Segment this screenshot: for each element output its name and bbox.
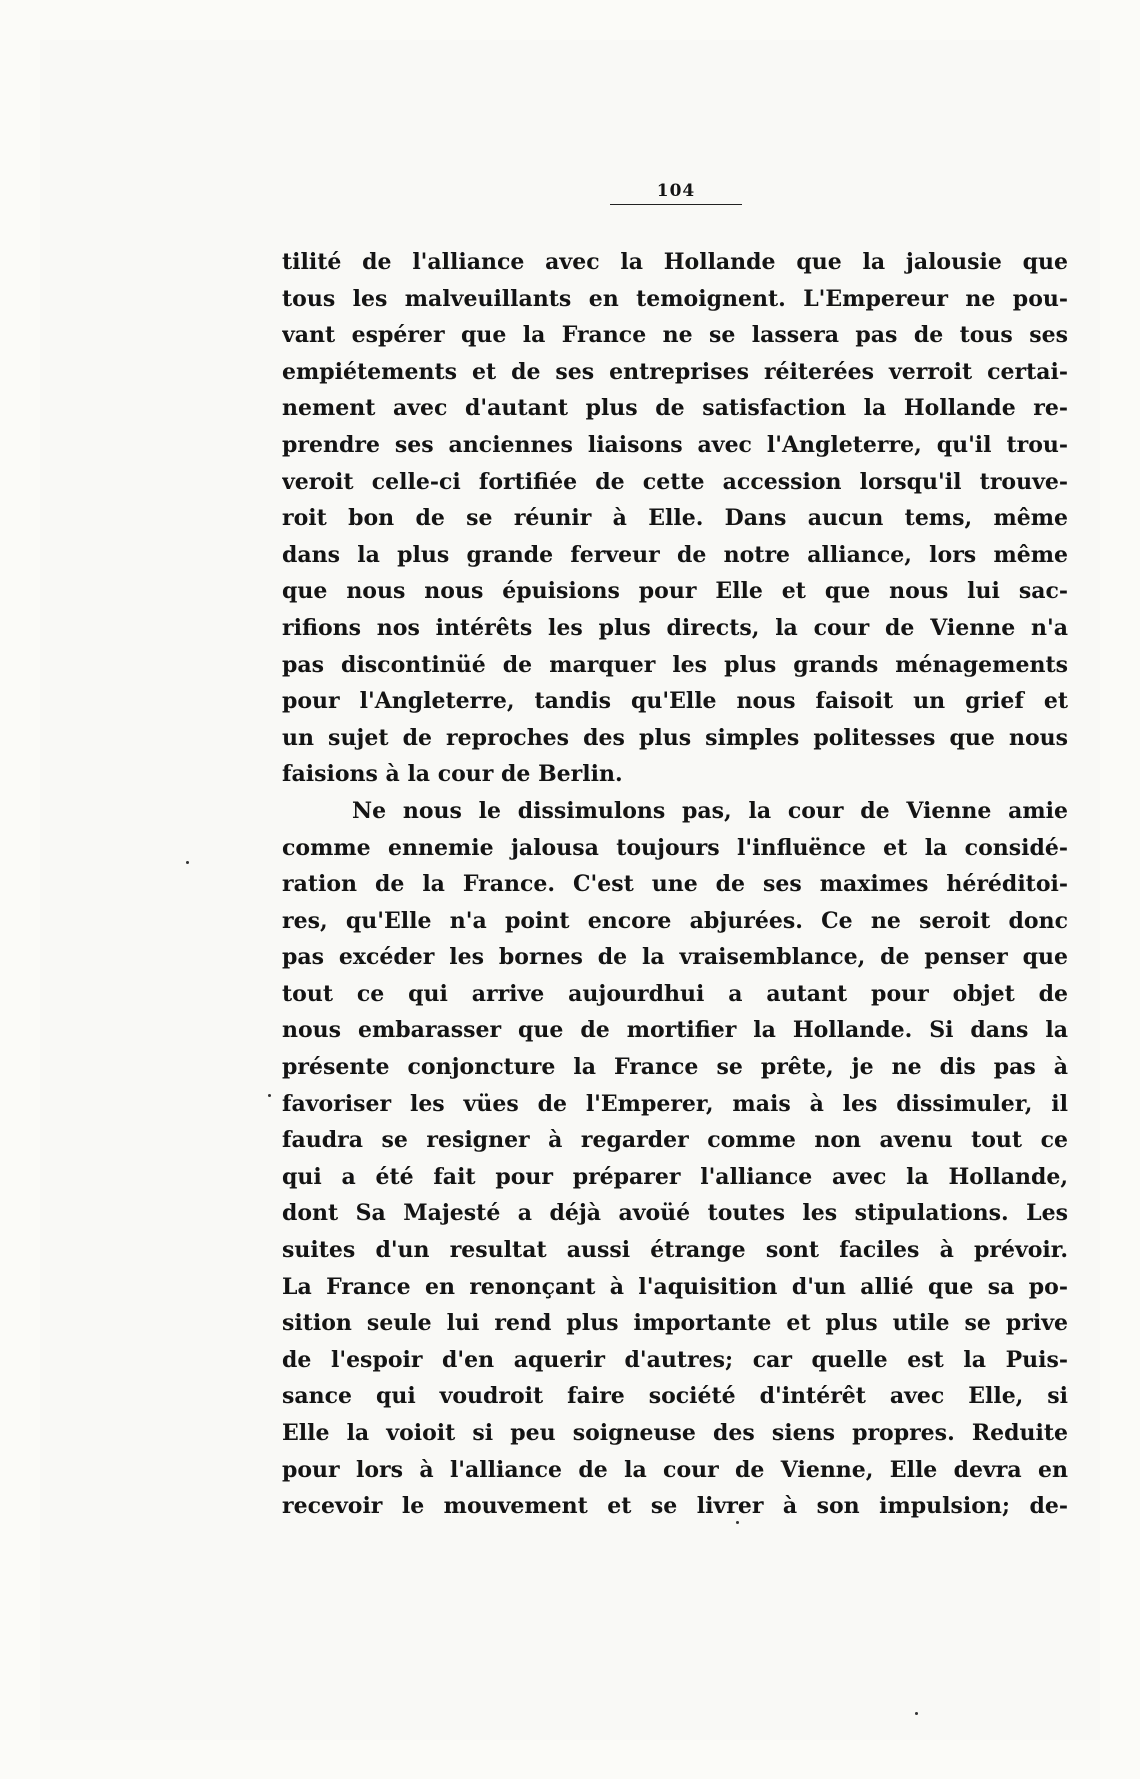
text-line: pour l'Angleterre, tandis qu'Elle nous faisoit un grief et [282,688,1068,715]
text-line: ration de la France. C'est une de ses maximes héréditoi- [282,871,1068,898]
text-line: un sujet de reproches des plus simples politesses que nous [282,724,1068,751]
text-line: favoriser les vües de l'Emperer, mais à les dissimuler, il [282,1090,1068,1117]
text-line: comme ennemie jalousa toujours l'influënce et la considé- [282,834,1068,861]
text-line: Elle la voioit si peu soigneuse des siens propres. Reduite [282,1420,1068,1446]
ink-speck [736,1521,739,1524]
text-line: veroit celle-ci fortifiée de cette accession lorsqu'il trouve- [282,468,1068,495]
body-text [282,244,1068,1525]
text-line: dont Sa Majesté a déjà avoüé toutes les stipulations. Les [282,1200,1068,1227]
text-line: nement avec d'autant plus de satisfaction la Hollande re- [282,395,1068,422]
text-line: dans la plus grande ferveur de notre alliance, lors même [282,541,1068,568]
text-line: sance qui voudroit faire société d'intérêt avec Elle, si [282,1383,1068,1410]
text-line: présente conjoncture la France se prête, je ne dis pas à [282,1054,1068,1081]
text-line: Ne nous le dissimulons pas, la cour de Vienne amie [352,797,1068,824]
ink-speck [186,861,189,864]
text-line: faudra se resigner à regarder comme non avenu tout ce [282,1127,1068,1154]
text-line: tilité de l'alliance avec la Hollande que la jalousie que [282,249,1068,275]
text-line: roit bon de se réunir à Elle. Dans aucun tems, même [282,505,1068,532]
text-line: recevoir le mouvement et se livrer à son impulsion; de- [282,1493,1068,1520]
text-line: empiétements et de ses entreprises réiterées verroit certai- [282,358,1068,385]
text-line: faisions à la cour de Berlin. [282,761,623,788]
ink-speck [268,1094,271,1097]
text-line: qui a été fait pour préparer l'alliance avec la Hollande, [282,1163,1068,1190]
page-number: 104 [656,181,696,201]
ink-speck [915,1712,918,1715]
text-line: rifions nos intérêts les plus directs, la cour de Vienne n'a [282,614,1068,641]
text-line: nous embarasser que de mortifier la Hollande. Si dans la [282,1017,1068,1044]
text-line: tous les malveuillants en temoignent. L'Empereur ne pou- [282,285,1068,312]
text-line: suites d'un resultat aussi étrange sont faciles à prévoir. [282,1237,1068,1264]
text-line: tout ce qui arrive aujourdhui a autant pour objet de [282,980,1068,1007]
text-line: de l'espoir d'en aquerir d'autres; car quelle est la Puis- [282,1346,1068,1373]
text-line: vant espérer que la France ne se lassera pas de tous ses [282,322,1068,349]
text-line: que nous nous épuisions pour Elle et que nous lui sac- [282,578,1068,605]
text-line: pas discontinüé de marquer les plus grands ménagements [282,651,1068,678]
header-rule [610,204,742,205]
text-line: sition seule lui rend plus importante et plus utile se prive [282,1310,1068,1337]
page-header [610,180,742,205]
text-line: res, qu'Elle n'a point encore abjurées. Ce ne seroit donc [282,907,1068,934]
text-line: La France en renonçant à l'aquisition d'un allié que sa po- [282,1273,1068,1300]
text-line: pas excéder les bornes de la vraisemblance, de penser que [282,944,1068,971]
text-line: prendre ses anciennes liaisons avec l'Angleterre, qu'il trou- [282,431,1068,458]
text-line: pour lors à l'alliance de la cour de Vienne, Elle devra en [282,1456,1068,1483]
